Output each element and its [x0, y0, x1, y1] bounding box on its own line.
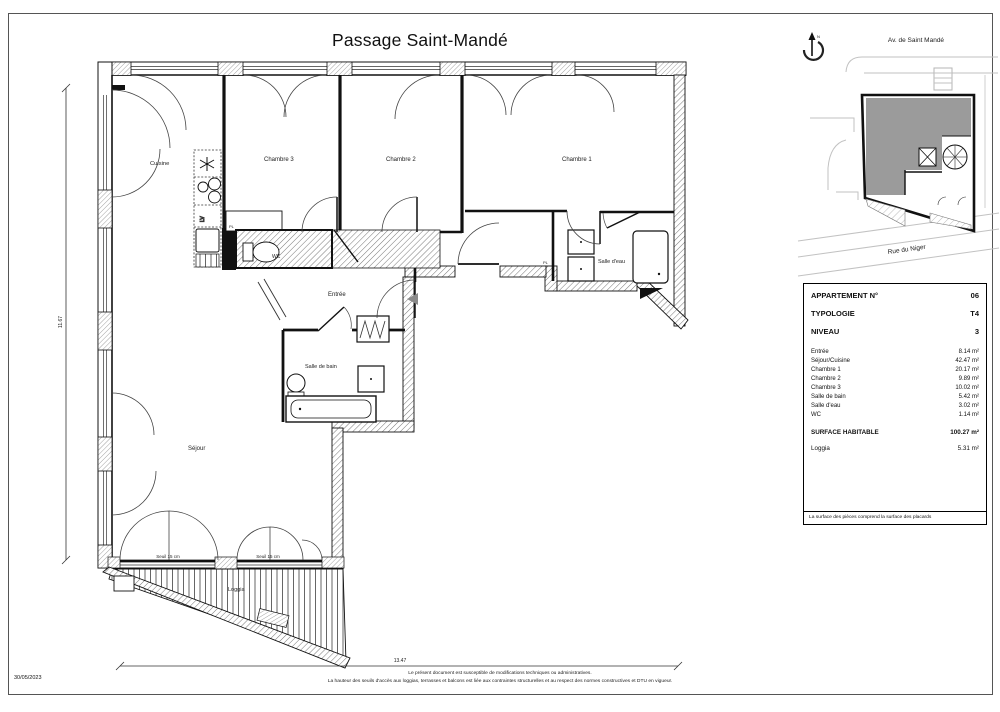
- street-bottom-label: Rue du Niger: [887, 243, 927, 256]
- placard-label: PL: [229, 224, 234, 229]
- apartment-number-label: APPARTEMENT N°: [811, 291, 879, 300]
- shower-icon: [633, 231, 668, 283]
- placard-label-2: PL: [543, 260, 548, 265]
- page-title: Passage Saint-Mandé: [332, 30, 508, 50]
- typology-row: [804, 308, 986, 320]
- seuil-label-2: Seuil 15 cm: [256, 554, 280, 559]
- apartment-number-value: 06: [970, 291, 979, 300]
- chambre2-label: Chambre 2: [386, 157, 416, 163]
- dim-height-label: 11.67: [58, 315, 64, 329]
- kitchen-fixtures: [194, 150, 221, 267]
- info-panel: [803, 283, 987, 525]
- level-value: 3: [974, 327, 979, 336]
- pedestal-basin-icon: [287, 374, 305, 392]
- site-map: [798, 32, 999, 276]
- room-labels: [150, 157, 625, 452]
- spiral-stair-icon: [943, 145, 967, 169]
- fridge-icon: [196, 229, 219, 252]
- entree-label: Entrée: [328, 292, 346, 298]
- apartment-plan: [58, 62, 688, 670]
- building-footprint: [862, 95, 974, 231]
- seuil-label-1: Seuil 15 cm: [156, 554, 180, 559]
- cuisine-label: Cuisine: [150, 161, 170, 167]
- hob-icon: [198, 178, 221, 203]
- salle-bain-label: Salle de bain: [305, 364, 337, 370]
- surface-habitable-row: [804, 428, 986, 437]
- area-row: Séjour/Cuisine 42.47 m²: [811, 358, 979, 364]
- salle-eau-fixtures: [568, 212, 668, 283]
- apartment-number-row: [804, 290, 986, 302]
- facade-top: [98, 62, 686, 90]
- chambre1-label: Chambre 1: [562, 157, 592, 163]
- disclaimer-line-1: Le présent document est susceptible de modifications techniques ou administratives.: [408, 671, 592, 676]
- loggia-area-label: Loggia: [811, 445, 830, 452]
- area-row: Chambre 3 10.02 m²: [811, 385, 979, 391]
- area-row: Salle d'eau 3.02 m²: [811, 403, 979, 409]
- surface-habitable-label: SURFACE HABITABLE: [811, 429, 879, 436]
- chambre3-label: Chambre 3: [264, 157, 294, 163]
- loggia-area: [103, 567, 350, 668]
- panel-footnote: La surface des pièces comprend la surface des placards: [804, 511, 986, 524]
- plan-date: 30/05/2023: [14, 675, 42, 681]
- disclaimer-line-2: La hauteur des seuils d'accès aux loggias, terrasses et balcons est liée aux contraintes structurelles et au respect des normes constructives et DTU en vigueur.: [327, 679, 673, 684]
- typology-label: TYPOLOGIE: [811, 309, 855, 318]
- sejour-label: Séjour: [188, 446, 206, 452]
- area-row: Chambre 1 20.17 m²: [811, 367, 979, 373]
- disclaimer: [120, 670, 880, 686]
- area-row: Entrée 8.14 m²: [811, 349, 979, 355]
- street-top-label: Av. de Saint Mandé: [887, 37, 945, 44]
- loggia-area-row: [804, 444, 986, 453]
- areas-list: [804, 348, 986, 420]
- wc-label: WC: [272, 254, 281, 260]
- typology-value: T4: [970, 309, 979, 318]
- dishwasher-label: LV: [200, 216, 206, 222]
- north-compass-icon: [804, 32, 823, 60]
- loggia-area-value: 5.31 m²: [957, 445, 979, 452]
- sink-icon: [200, 157, 214, 171]
- level-row: [804, 326, 986, 338]
- surface-habitable-value: 100.27 m²: [950, 429, 979, 436]
- facade-left: [98, 62, 112, 568]
- level-label: NIVEAU: [811, 327, 840, 336]
- salle-bain-fixtures: [286, 307, 389, 422]
- area-row: WC 1.14 m²: [811, 412, 979, 418]
- dim-width-label: 13.47: [393, 658, 407, 664]
- salle-eau-label: Salle d'eau: [598, 259, 626, 265]
- area-row: Chambre 2 9.89 m²: [811, 376, 979, 382]
- loggia-label: Loggia: [228, 587, 245, 593]
- north-label: N: [817, 34, 820, 39]
- area-row: Salle de bain 5.42 m²: [811, 394, 979, 400]
